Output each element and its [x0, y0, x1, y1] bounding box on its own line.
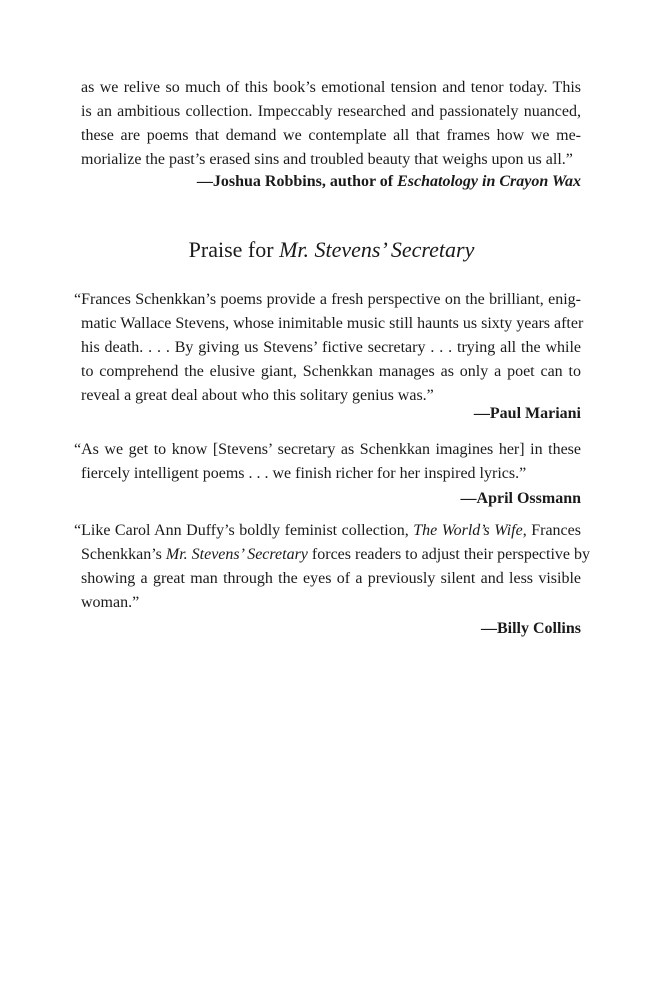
attribution-april-ossmann: —April Ossmann: [460, 490, 581, 507]
blurb-book-title: Mr. Stevens’ Secretary: [165, 546, 308, 563]
continued-quote: [81, 76, 581, 172]
blurb-line: his death. . . . By giving us Stevens’ fictive secretary . . . trying all the while: [81, 339, 581, 356]
heading-prefix: Praise for: [188, 237, 280, 262]
quote-line: these are poems that demand we contemplate all that frames how we me-: [81, 127, 581, 144]
blurb-line: woman.”: [81, 594, 140, 611]
blurb-text: forces readers to adjust their perspective by: [307, 546, 591, 563]
attribution-paul-mariani: —Paul Mariani: [473, 405, 581, 422]
blurb-line: “As we get to know [Stevens’ secretary as Schenkkan imagines her] in these: [74, 441, 581, 458]
blurb-line: showing a great man through the eyes of a previously silent and less visible: [81, 570, 581, 587]
blurb-ossmann: [74, 438, 581, 486]
heading-title: Mr. Stevens’ Secretary: [279, 237, 475, 262]
blurb-collins: [74, 519, 591, 615]
attribution-joshua-robbins: [197, 171, 581, 193]
blurb-line: [74, 519, 581, 543]
blurb-mariani: [74, 288, 584, 408]
blurb-text: , Frances: [522, 522, 581, 539]
blurb-line: reveal a great deal about who this solitary genius was.”: [81, 387, 434, 404]
attribution-text: —Joshua Robbins, author of: [196, 173, 398, 190]
blurb-line: matic Wallace Stevens, whose inimitable music still haunts us sixty years after: [81, 315, 584, 332]
blurb-line: to comprehend the elusive giant, Schenkkan manages as only a poet can to: [81, 363, 581, 380]
quote-line: morialize the past’s erased sins and troubled beauty that weighs upon us all.”: [81, 151, 573, 168]
quote-line: as we relive so much of this book’s emotional tension and tenor today. This: [81, 79, 581, 96]
blurb-text: “Like Carol Ann Duffy’s boldly feminist collection,: [74, 522, 414, 539]
blurb-text: Schenkkan’s: [81, 546, 166, 563]
blurb-line: “Frances Schenkkan’s poems provide a fresh perspective on the brilliant, enig-: [74, 291, 581, 308]
blurb-book-title: The World’s Wife: [413, 522, 523, 539]
blurb-line: fiercely intelligent poems . . . we finish richer for her inspired lyrics.”: [81, 465, 527, 482]
quote-line: is an ambitious collection. Impeccably researched and passionately nuanced,: [81, 103, 581, 120]
attribution-book-title: Eschatology in Crayon Wax: [397, 173, 581, 190]
blurb-line: [81, 543, 591, 567]
attribution-billy-collins: —Billy Collins: [480, 620, 581, 637]
section-heading: [0, 236, 663, 264]
